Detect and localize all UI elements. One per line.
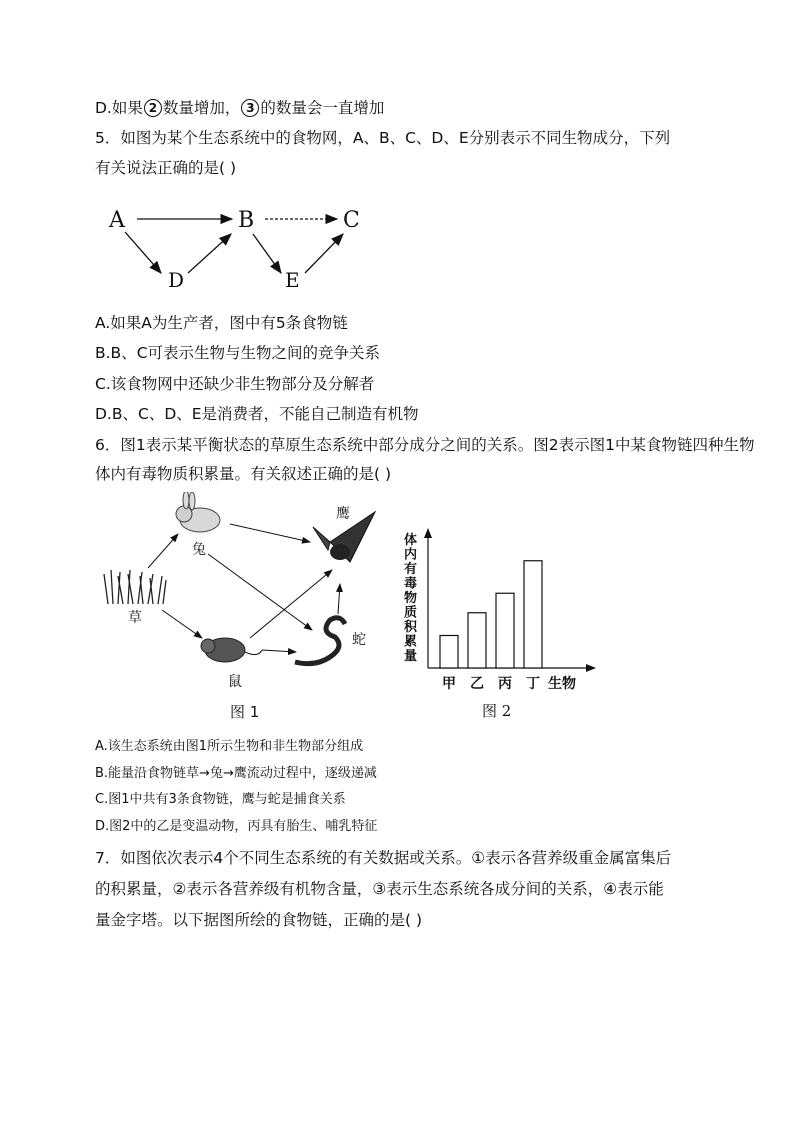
q4-option-d-post: 的数量会一直增加 — [260, 99, 385, 117]
q4-option-d-pre: D.如果 — [95, 99, 143, 117]
grass-illustration — [104, 570, 166, 604]
y-axis-label-char: 积 — [404, 620, 418, 635]
q6-stem-line2: 体内有毒物质积累量。有关叙述正确的是( ) — [95, 465, 392, 483]
y-axis-label-char: 毒 — [404, 576, 418, 592]
q4-option-d-mid: 数量增加， — [162, 99, 241, 117]
rabbit-illustration — [176, 492, 220, 532]
figure1-caption: 图 1 — [230, 703, 260, 721]
label-rabbit: 兔 — [192, 542, 206, 558]
q6-figure1-food-web — [100, 492, 390, 722]
label-snake: 蛇 — [352, 632, 366, 648]
q6-option-a: A.该生态系统由图1所示生物和非生物部分组成 — [95, 739, 364, 754]
q5-option-a: A.如果A为生产者，图中有5条食物链 — [95, 314, 348, 332]
y-axis-label-char: 质 — [404, 605, 418, 621]
arrow-b-e — [253, 234, 281, 273]
circled-2: 2 — [144, 99, 162, 117]
q6-option-b: B.能量沿食物链草→兔→鹰流动过程中，逐级递减 — [95, 766, 377, 781]
arrow-e-c — [305, 234, 343, 273]
label-eagle: 鹰 — [336, 506, 350, 522]
y-axis-arrowhead — [424, 528, 432, 538]
q7-line2: 的积累量，②表示各营养级有机物含量，③表示生态系统各成分间的关系，④表示能 — [95, 880, 664, 898]
y-axis-label-char: 累 — [404, 634, 418, 650]
label-mouse: 鼠 — [228, 674, 242, 690]
q6-stem-line1: 6．图1表示某平衡状态的草原生态系统中部分成分之间的关系。图2表示图1中某食物链四种生物 — [95, 436, 755, 454]
y-axis-label-char: 物 — [404, 591, 418, 606]
node-e: E — [285, 268, 300, 292]
node-a: A — [109, 208, 125, 233]
q7-line3: 量金字塔。以下据图所绘的食物链，正确的是( ) — [95, 911, 423, 929]
q6-option-d: D.图2中的乙是变温动物，丙具有胎生、哺乳特征 — [95, 819, 378, 834]
bar-乙 — [468, 613, 486, 668]
y-axis-label-char: 体 — [404, 533, 418, 548]
q5-stem-line1: 5．如图为某个生态系统中的食物网，A、B、C、D、E分别表示不同生物成分，下列 — [95, 129, 671, 147]
q5-food-web-diagram — [95, 198, 385, 298]
q5-stem-line2: 有关说法正确的是( ) — [95, 159, 237, 177]
figure2-caption: 图 2 — [482, 702, 512, 720]
node-c: C — [343, 208, 360, 233]
arrow-grass-mouse — [162, 610, 202, 638]
arrow-rabbit-snake — [208, 554, 312, 630]
arrow-rabbit-eagle — [230, 524, 310, 542]
snake-illustration — [295, 618, 345, 664]
arrow-d-b — [188, 234, 231, 273]
arrow-snake-eagle — [338, 584, 340, 614]
arrow-mouse-snake — [262, 650, 296, 652]
arrow-a-d — [125, 232, 161, 273]
x-tick-label: 丁 — [526, 676, 540, 692]
arrow-mouse-eagle — [250, 570, 332, 638]
circled-3: 3 — [241, 99, 259, 117]
y-axis-label-char: 量 — [404, 649, 418, 664]
bar-甲 — [440, 636, 458, 669]
q6-figure2-bar-chart — [400, 522, 610, 722]
q7-line1: 7．如图依次表示4个不同生态系统的有关数据或关系。①表示各营养级重金属富集后 — [95, 849, 672, 867]
q6-option-c: C.图1中共有3条食物链，鹰与蛇是捕食关系 — [95, 792, 346, 807]
x-tick-label: 乙 — [470, 676, 484, 692]
mouse-illustration — [201, 638, 262, 662]
node-d: D — [168, 268, 185, 292]
q5-option-c: C.该食物网中还缺少非生物部分及分解者 — [95, 375, 375, 393]
bar-丁 — [524, 561, 542, 668]
q5-option-b: B.B、C可表示生物与生物之间的竞争关系 — [95, 344, 381, 362]
y-axis-label-char: 有 — [404, 562, 418, 577]
x-axis-arrowhead — [586, 664, 596, 672]
arrow-grass-rabbit — [148, 534, 178, 568]
label-grass: 草 — [128, 610, 142, 626]
bar-丙 — [496, 593, 514, 668]
q4-option-d — [95, 98, 384, 118]
x-tick-label: 丙 — [498, 676, 512, 692]
x-axis-label: 生物 — [548, 676, 576, 692]
y-axis-label-char: 内 — [404, 547, 418, 563]
node-b: B — [238, 208, 255, 233]
q5-option-d: D.B、C、D、E是消费者，不能自己制造有机物 — [95, 405, 419, 423]
x-tick-label: 甲 — [442, 676, 456, 692]
